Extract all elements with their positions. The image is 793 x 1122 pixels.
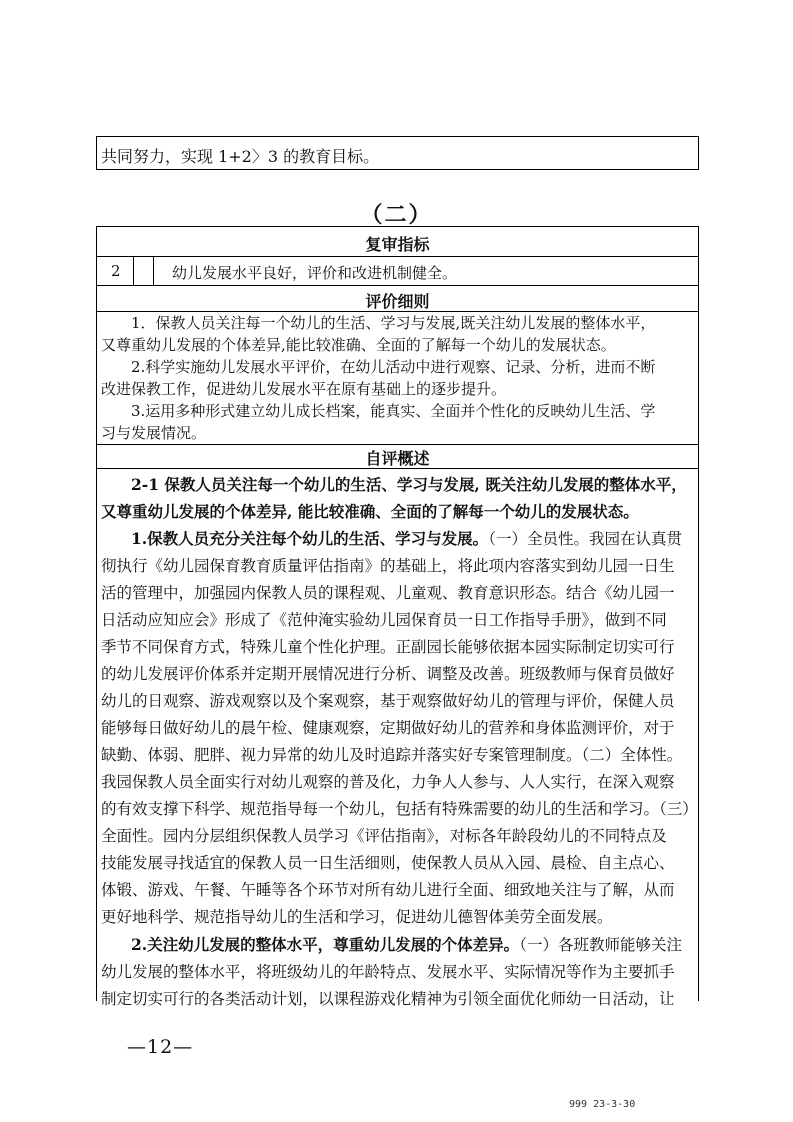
evaluation-details-header: 评价细则 <box>365 292 430 311</box>
paragraph-line: 幼儿发展的整体水平，将班级幼儿的年龄特点、发展水平、实际情况等作为主要抓手 <box>101 963 675 981</box>
paragraph-line: 技能发展寻找适宜的保教人员一日生活细则，使保教人员从入园、晨检、自主点心、 <box>101 854 675 872</box>
column-divider <box>153 256 154 285</box>
row-divider <box>97 468 698 469</box>
paragraph-line: 我园保教人员全面实行对幼儿观察的普及化，力争人人参与、人人实行，在深入观察 <box>101 773 675 791</box>
paragraph-line: 2.关注幼儿发展的整体水平，尊重幼儿发展的个体差异。（一）各班教师能够关注 <box>131 935 682 954</box>
continuation-text: 共同努力，实现 1+2〉3 的教育目标。 <box>101 147 380 166</box>
continuation-table <box>96 136 699 170</box>
self-evaluation-header: 自评概述 <box>365 449 430 468</box>
paragraph-line: 活的管理中，加强园内保教人员的课程观、儿童观、教育意识形态。结合《幼儿园一 <box>101 584 675 602</box>
paragraph-line: 彻执行《幼儿园保育教育质量评估指南》的基础上，将此项内容落实到幼儿园一日生 <box>101 557 675 575</box>
paragraph-line: 的有效支撑下科学、规范指导每一个幼儿，包括有特殊需要的幼儿的生活和学习。（三） <box>101 800 698 818</box>
print-stamp: 999 23-3-30 <box>569 1099 636 1110</box>
paragraph-line: 体锻、游戏、午餐、午睡等各个环节对所有幼儿进行全面、细致地关注与了解，从而 <box>101 881 675 899</box>
overview-heading-line: 2-1 保教人员关注每一个幼儿的生活、学习与发展, 既关注幼儿发展的整体水平， <box>131 475 687 494</box>
paragraph-line: 全面性。园内分层组织保教人员学习《评估指南》，对标各年龄段幼儿的不同特点及 <box>101 827 667 845</box>
overview-heading-line: 又尊重幼儿发展的个体差异, 能比较准确、全面的了解每一个幼儿的发展状态。 <box>101 502 639 521</box>
index-description: 幼儿发展水平良好，评价和改进机制健全。 <box>172 264 458 282</box>
paragraph-line: 更好地科学、规范指导幼儿的生活和学习，促进幼儿德智体美劳全面发展。 <box>101 908 613 926</box>
detail-line: 1．保教人员关注每一个幼儿的生活、学习与发展,既关注幼儿发展的整体水平， 又尊重幼儿发展的个体差异,能比较准确、全面的了解每一个幼儿的发展状态。 2.科学实施幼儿发展水平评价，在幼儿活动中进行观察、记录、分析，进而不断 改进保教工作，促进幼儿发展水平在原有基础上的逐步提升。 3.运用多种形式建立幼儿成长档案，能真实、全面并个性化的反映幼儿生活、学 习与发展情况。 <box>101 314 656 442</box>
row-divider <box>97 256 698 257</box>
row-divider <box>97 444 698 445</box>
paragraph-heading: 2.关注幼儿发展的整体水平，尊重幼儿发展的个体差异。 <box>131 935 520 954</box>
paragraph-line: 幼儿的日观察、游戏观察以及个案观察，基于观察做好幼儿的管理与评价，保健人员 <box>101 692 675 710</box>
paragraph-heading: 1.保教人员充分关注每个幼儿的生活、学习与发展。 <box>131 529 489 548</box>
paragraph-line: 能够每日做好幼儿的晨午检、健康观察，定期做好幼儿的营养和身体监测评价，对于 <box>101 719 675 737</box>
paragraph-line: 1.保教人员充分关注每个幼儿的生活、学习与发展。（一）全员性。我园在认真贯 <box>131 529 682 548</box>
section-title: （二） <box>360 202 433 228</box>
self-evaluation-body <box>101 471 698 1013</box>
review-index-header: 复审指标 <box>365 235 430 254</box>
row-divider <box>97 285 698 286</box>
paragraph-line: 缺勤、体弱、肥胖、视力异常的幼儿及时追踪并落实好专案管理制度。（二）全体性。 <box>101 746 683 764</box>
paragraph-line: 制定切实可行的各类活动计划，以课程游戏化精神为引领全面优化师幼一日活动，让 <box>101 990 675 1008</box>
column-divider <box>133 256 134 285</box>
review-table <box>96 226 699 1008</box>
paragraph-line: 日活动应知应会》形成了《范仲淹实验幼儿园保育员一日工作指导手册》，做到不同 <box>101 611 667 629</box>
index-number: 2 <box>111 262 121 280</box>
paragraph-line: 季节不同保育方式，特殊儿童个性化护理。正副园长能够依据本园实际制定切实可行 <box>101 638 675 656</box>
page-number: —12— <box>127 1036 194 1058</box>
paragraph-line: 的幼儿发展评价体系并定期开展情况进行分析、调整及改善。班级教师与保育员做好 <box>101 665 675 683</box>
